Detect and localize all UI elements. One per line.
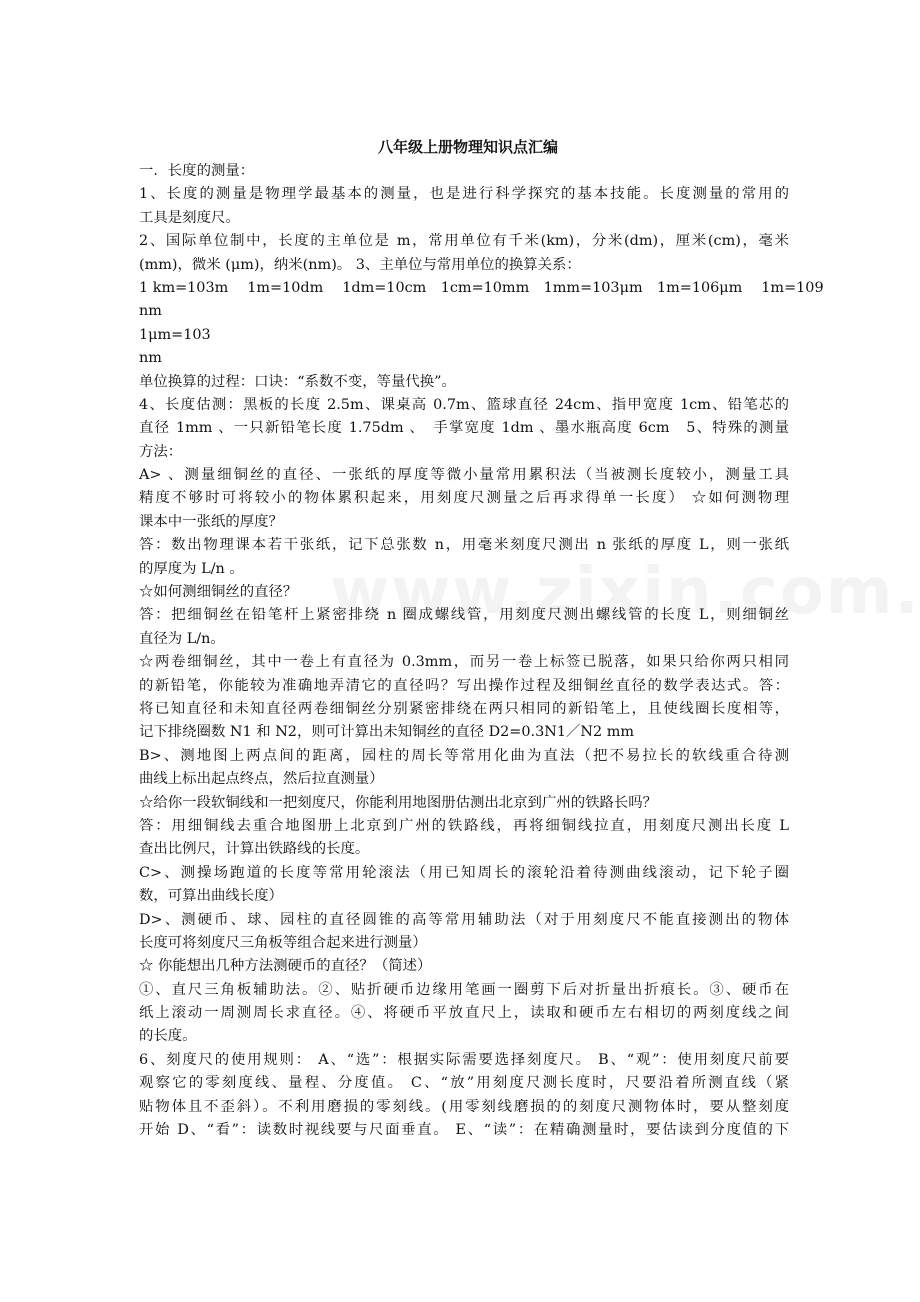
text-line: nm xyxy=(139,303,162,320)
text-line: nm xyxy=(139,350,162,367)
text-line: A> 、测量细铜丝的直径、一张纸的厚度等微小量常用累积法（当被测长度较小，测量工具 xyxy=(139,467,789,484)
text-line: 贴物体且不歪斜）。不利用磨损的零刻线。(用零刻线磨损的的刻度尺测物体时，要从整刻度 xyxy=(139,1098,789,1115)
text-line: 6、刻度尺的使用规则： A、“选”：根据实际需要选择刻度尺。 B、“观”：使用刻度尺前要 xyxy=(139,1051,789,1068)
text-line: D>、测硬币、球、园柱的直径圆锥的高等常用辅助法（对于用刻度尺不能直接测出的物体 xyxy=(139,911,789,928)
text-line: 直径为 L/n。 xyxy=(139,630,225,647)
text-line: 1 km=103m 1m=10dm 1dm=10cm 1cm=10mm 1mm=103μm 1m=106μm 1m=109 xyxy=(139,279,824,296)
text-line: 2、国际单位制中，长度的主单位是 m，常用单位有千米(km)，分米(dm)，厘米(cm)，毫米 xyxy=(139,233,789,250)
text-line: C>、测操场跑道的长度等常用轮滚法（用已知周长的滚轮沿着待测曲线滚动，记下轮子圈 xyxy=(139,864,789,881)
text-line: 单位换算的过程：口诀：“系数不变，等量代换”。 xyxy=(139,373,456,390)
text-line: ☆如何测细铜丝的直径？ xyxy=(139,584,298,601)
text-line: (mm)，微米 (μm)，纳米(nm)。 3、主单位与常用单位的换算关系： xyxy=(139,256,581,273)
text-line: 方法： xyxy=(139,443,183,460)
text-line: 答：把细铜丝在铅笔杆上紧密排绕 n 圈成螺线管，用刻度尺测出螺线管的长度 L，则细铜丝 xyxy=(139,607,789,624)
text-line: 的新铅笔，你能较为准确地弄清它的直径吗？写出操作过程及细铜丝直径的数学表达式。答： xyxy=(139,677,789,694)
text-line: ☆两卷细铜丝，其中一卷上有直径为 0.3mm，而另一卷上标签已脱落，如果只给你两只相同 xyxy=(139,654,789,671)
text-line: 课本中一张纸的厚度？ xyxy=(139,513,283,530)
document-title: 八年级上册物理知识点汇编 xyxy=(377,138,558,156)
text-line: 答：数出物理课本若干张纸，记下总张数 n，用毫米刻度尺测出 n 张纸的厚度 L，则一张纸 xyxy=(139,537,789,554)
text-line: 开始 D、“看”：读数时视线要与尺面垂直。 E、“读”：在精确测量时，要估读到分度值的下 xyxy=(139,1122,789,1139)
text-line: 工具是刻度尺。 xyxy=(139,209,240,226)
text-line: 观察它的零刻度线、量程、分度值。 C、“放”用刻度尺测长度时，尺要沿着所测直线（紧 xyxy=(139,1075,789,1092)
text-line: 长度可将刻度尺三角板等组合起来进行测量） xyxy=(139,934,427,951)
text-line: 查出比例尺，计算出铁路线的长度。 xyxy=(139,841,370,858)
document-page xyxy=(139,136,824,1142)
document-body xyxy=(139,160,824,1142)
text-line: 记下排绕圈数 N1 和 N2，则可计算出未知铜丝的直径 D2=0.3N1／N2 mm xyxy=(139,724,634,741)
text-line: 4、长度估测：黑板的长度 2.5m、课桌高 0.7m、篮球直径 24cm、指甲宽度 1cm、铅笔芯的 xyxy=(139,396,789,413)
text-line: 1、长度的测量是物理学最基本的测量，也是进行科学探究的基本技能。长度测量的常用的 xyxy=(139,186,789,203)
text-line: 一．长度的测量： xyxy=(139,163,255,179)
text-line: 纸上滚动一周测周长求直径。④、将硬币平放直尺上，读取和硬币左右相切的两刻度线之间 xyxy=(139,1005,789,1022)
text-line: 曲线上标出起点终点，然后拉直测量） xyxy=(139,771,384,788)
text-line: 的长度。 xyxy=(139,1028,197,1045)
text-line: 直径 1mm 、一只新铅笔长度 1.75dm 、 手掌宽度 1dm 、墨水瓶高度 6cm 5、特殊的测量 xyxy=(139,420,789,437)
text-line: 将已知直径和未知直径两卷细铜丝分别紧密排绕在两只相同的新铅笔上，且使线圈长度相等， xyxy=(139,700,789,717)
text-line: 的厚度为 L/n 。 xyxy=(139,560,244,577)
text-line: 1μm=103 xyxy=(139,326,211,343)
text-line: ①、直尺三角板辅助法。②、贴折硬币边缘用笔画一圈剪下后对折量出折痕长。③、硬币在 xyxy=(139,981,789,998)
text-line: B>、测地图上两点间的距离，园柱的周长等常用化曲为直法（把不易拉长的软线重合待测 xyxy=(139,747,789,764)
text-line: ☆给你一段软铜线和一把刻度尺，你能利用地图册估测出北京到广州的铁路长吗？ xyxy=(139,794,658,811)
text-line: 数，可算出曲线长度） xyxy=(139,888,283,905)
text-line: 答：用细铜线去重合地图册上北京到广州的铁路线，再将细铜线拉直，用刻度尺测出长度 L xyxy=(139,817,789,834)
text-line: 精度不够时可将较小的物体累积起来，用刻度尺测量之后再求得单一长度） ☆如何测物理 xyxy=(139,490,789,507)
text-line: ☆ 你能想出几种方法测硬币的直径？（简述） xyxy=(139,958,432,975)
